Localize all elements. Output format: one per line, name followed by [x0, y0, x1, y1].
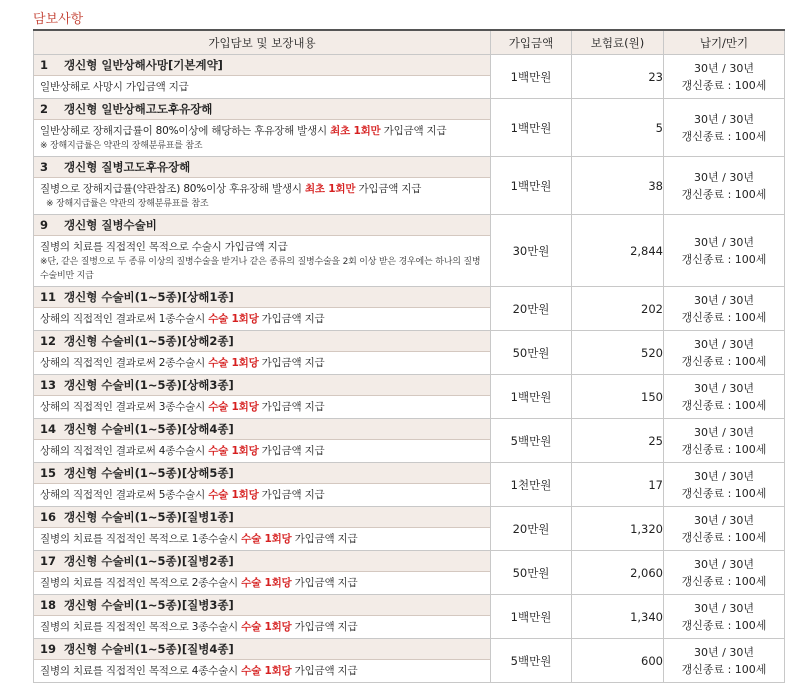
coverage-title	[34, 287, 490, 308]
coverage-desc-text: 일반상해로 사망시 가입금액 지급	[40, 81, 189, 93]
coverage-name: 갱신형 수술비(1~5종)[질병3종]	[64, 598, 234, 612]
coverage-desc-text: 상해의 직접적인 결과로써 2종수술시	[40, 357, 209, 369]
premium-cell: 2,060	[572, 551, 664, 595]
coverage-cell	[34, 55, 491, 99]
coverage-title	[34, 157, 490, 178]
coverage-table	[33, 29, 785, 683]
period-term: 30년 / 30년	[694, 170, 754, 184]
coverage-desc-text: 질병의 치료를 직접적인 목적으로 2종수술시	[40, 577, 242, 589]
amount-cell: 5백만원	[491, 419, 572, 463]
period-term: 30년 / 30년	[694, 112, 754, 126]
table-row	[34, 55, 785, 99]
period-term: 30년 / 30년	[694, 235, 754, 249]
coverage-description	[34, 76, 490, 98]
premium-cell: 202	[572, 287, 664, 331]
period-term: 30년 / 30년	[694, 425, 754, 439]
renewal-end: 갱신종료 : 100세	[681, 78, 767, 92]
coverage-name: 갱신형 일반상해사망[기본계약]	[64, 58, 223, 72]
coverage-number: 12	[40, 334, 57, 348]
coverage-description	[34, 572, 490, 594]
table-row	[34, 507, 785, 551]
coverage-name: 갱신형 수술비(1~5종)[상해1종]	[64, 290, 234, 304]
period-term: 30년 / 30년	[694, 61, 754, 75]
coverage-desc-text: 가입금액 지급	[258, 489, 325, 501]
period-cell	[664, 595, 785, 639]
coverage-number: 11	[40, 290, 57, 304]
table-row	[34, 639, 785, 683]
coverage-name: 갱신형 수술비(1~5종)[상해4종]	[64, 422, 234, 436]
coverage-desc-text: 질병의 치료를 직접적인 목적으로 수술시 가입금액 지급	[40, 241, 288, 253]
coverage-description	[34, 440, 490, 462]
coverage-description	[34, 120, 490, 156]
period-term: 30년 / 30년	[694, 337, 754, 351]
coverage-number: 3	[40, 160, 49, 174]
table-row	[34, 331, 785, 375]
coverage-title	[34, 595, 490, 616]
period-term: 30년 / 30년	[694, 469, 754, 483]
period-cell	[664, 507, 785, 551]
premium-cell: 520	[572, 331, 664, 375]
table-header-row	[34, 30, 785, 55]
coverage-title	[34, 419, 490, 440]
coverage-cell	[34, 99, 491, 157]
coverage-cell	[34, 551, 491, 595]
coverage-name: 갱신형 수술비(1~5종)[질병2종]	[64, 554, 234, 568]
coverage-number: 18	[40, 598, 57, 612]
table-row	[34, 99, 785, 157]
period-cell	[664, 287, 785, 331]
coverage-number: 2	[40, 102, 49, 116]
coverage-description	[34, 484, 490, 506]
period-term: 30년 / 30년	[694, 601, 754, 615]
period-term: 30년 / 30년	[694, 293, 754, 307]
coverage-cell	[34, 595, 491, 639]
amount-cell: 1백만원	[491, 55, 572, 99]
premium-cell: 1,320	[572, 507, 664, 551]
coverage-cell	[34, 331, 491, 375]
column-header-amount: 가입금액	[491, 30, 572, 55]
table-row	[34, 419, 785, 463]
coverage-name: 갱신형 수술비(1~5종)[상해2종]	[64, 334, 234, 348]
coverage-desc-text: 질병의 치료를 직접적인 목적으로 4종수술시	[40, 665, 242, 677]
coverage-number: 17	[40, 554, 57, 568]
amount-cell: 1천만원	[491, 463, 572, 507]
highlight-text: 수술 1회당	[208, 445, 259, 457]
coverage-desc-text: 가입금액 지급	[291, 533, 358, 545]
coverage-desc-text: 가입금액 지급	[258, 401, 325, 413]
coverage-desc-text: 가입금액 지급	[380, 125, 447, 137]
coverage-desc-text: 가입금액 지급	[258, 313, 325, 325]
period-cell	[664, 419, 785, 463]
coverage-desc-text: 가입금액 지급	[355, 183, 422, 195]
period-term: 30년 / 30년	[694, 381, 754, 395]
amount-cell: 50만원	[491, 331, 572, 375]
coverage-cell	[34, 215, 491, 287]
coverage-name: 갱신형 일반상해고도후유장해	[64, 102, 213, 116]
period-cell	[664, 375, 785, 419]
amount-cell: 1백만원	[491, 99, 572, 157]
table-row	[34, 375, 785, 419]
period-cell	[664, 55, 785, 99]
period-cell	[664, 331, 785, 375]
table-row	[34, 595, 785, 639]
coverage-number: 13	[40, 378, 57, 392]
coverage-cell	[34, 287, 491, 331]
coverage-number: 9	[40, 218, 49, 232]
period-cell	[664, 157, 785, 215]
coverage-title	[34, 639, 490, 660]
column-header-premium: 보험료(원)	[572, 30, 664, 55]
premium-cell: 25	[572, 419, 664, 463]
coverage-number: 19	[40, 642, 57, 656]
highlight-text: 수술 1회당	[208, 401, 259, 413]
coverage-desc-text: 가입금액 지급	[291, 665, 358, 677]
amount-cell: 1백만원	[491, 157, 572, 215]
coverage-description	[34, 616, 490, 638]
premium-cell: 2,844	[572, 215, 664, 287]
coverage-description	[34, 236, 490, 286]
coverage-cell	[34, 157, 491, 215]
premium-cell: 1,340	[572, 595, 664, 639]
coverage-description	[34, 352, 490, 374]
renewal-end: 갱신종료 : 100세	[681, 530, 767, 544]
coverage-title	[34, 551, 490, 572]
amount-cell: 5백만원	[491, 639, 572, 683]
highlight-text: 수술 1회당	[241, 533, 292, 545]
coverage-title	[34, 375, 490, 396]
coverage-number: 14	[40, 422, 57, 436]
coverage-desc-text: 상해의 직접적인 결과로써 1종수술시	[40, 313, 209, 325]
coverage-cell	[34, 463, 491, 507]
highlight-text: 수술 1회당	[208, 489, 259, 501]
amount-cell: 20만원	[491, 287, 572, 331]
renewal-end: 갱신종료 : 100세	[681, 252, 767, 266]
highlight-text: 최초 1회만	[330, 125, 381, 137]
coverage-desc-text: 상해의 직접적인 결과로써 4종수술시	[40, 445, 209, 457]
coverage-cell	[34, 639, 491, 683]
period-term: 30년 / 30년	[694, 557, 754, 571]
coverage-title	[34, 215, 490, 236]
coverage-desc-text: 가입금액 지급	[258, 357, 325, 369]
table-row	[34, 287, 785, 331]
coverage-number: 1	[40, 58, 49, 72]
coverage-name: 갱신형 수술비(1~5종)[상해5종]	[64, 466, 234, 480]
amount-cell: 1백만원	[491, 375, 572, 419]
coverage-description	[34, 308, 490, 330]
coverage-note: ※ 장해지급률은 약관의 장해분류표를 참조	[46, 199, 209, 209]
coverage-name: 갱신형 수술비(1~5종)[질병1종]	[64, 510, 234, 524]
coverage-desc-text: 질병의 치료를 직접적인 목적으로 3종수술시	[40, 621, 242, 633]
amount-cell: 1백만원	[491, 595, 572, 639]
highlight-text: 수술 1회당	[241, 577, 292, 589]
period-cell	[664, 463, 785, 507]
renewal-end: 갱신종료 : 100세	[681, 574, 767, 588]
highlight-text: 수술 1회당	[241, 665, 292, 677]
coverage-note: ※단, 같은 질병으로 두 종류 이상의 질병수술을 받거나 같은 종류의 질병수술을 2회 이상 받은 경우에는 하나의 질병수술비만 지급	[40, 257, 481, 281]
premium-cell: 23	[572, 55, 664, 99]
column-header-period: 납기/만기	[664, 30, 785, 55]
coverage-title	[34, 99, 490, 120]
highlight-text: 수술 1회당	[241, 621, 292, 633]
period-cell	[664, 215, 785, 287]
renewal-end: 갱신종료 : 100세	[681, 442, 767, 456]
coverage-desc-text: 질병의 치료를 직접적인 목적으로 1종수술시	[40, 533, 242, 545]
coverage-cell	[34, 375, 491, 419]
renewal-end: 갱신종료 : 100세	[681, 354, 767, 368]
coverage-description	[34, 178, 490, 214]
coverage-note: ※ 장해지급률은 약관의 장해분류표를 참조	[40, 141, 203, 151]
column-header-coverage: 가입담보 및 보장내용	[34, 30, 491, 55]
coverage-desc-text: 상해의 직접적인 결과로써 3종수술시	[40, 401, 209, 413]
coverage-name: 갱신형 질병수술비	[64, 218, 157, 232]
coverage-cell	[34, 419, 491, 463]
coverage-description	[34, 660, 490, 682]
period-cell	[664, 99, 785, 157]
coverage-desc-text: 상해의 직접적인 결과로써 5종수술시	[40, 489, 209, 501]
renewal-end: 갱신종료 : 100세	[681, 618, 767, 632]
coverage-number: 16	[40, 510, 57, 524]
highlight-text: 수술 1회당	[208, 357, 259, 369]
coverage-title	[34, 463, 490, 484]
coverage-title	[34, 331, 490, 352]
premium-cell: 17	[572, 463, 664, 507]
renewal-end: 갱신종료 : 100세	[681, 398, 767, 412]
coverage-desc-text: 가입금액 지급	[258, 445, 325, 457]
renewal-end: 갱신종료 : 100세	[681, 187, 767, 201]
renewal-end: 갱신종료 : 100세	[681, 486, 767, 500]
coverage-desc-text: 가입금액 지급	[291, 577, 358, 589]
period-term: 30년 / 30년	[694, 645, 754, 659]
coverage-desc-text: 가입금액 지급	[291, 621, 358, 633]
coverage-name: 갱신형 수술비(1~5종)[질병4종]	[64, 642, 234, 656]
table-row	[34, 157, 785, 215]
renewal-end: 갱신종료 : 100세	[681, 662, 767, 676]
table-row	[34, 463, 785, 507]
coverage-name: 갱신형 질병고도후유장해	[64, 160, 191, 174]
coverage-description	[34, 396, 490, 418]
coverage-description	[34, 528, 490, 550]
amount-cell: 20만원	[491, 507, 572, 551]
coverage-desc-text: 질병으로 장해지급률(약관참조) 80%이상 후유장해 발생시	[40, 183, 305, 195]
premium-cell: 38	[572, 157, 664, 215]
amount-cell: 50만원	[491, 551, 572, 595]
premium-cell: 600	[572, 639, 664, 683]
highlight-text: 최초 1회만	[304, 183, 356, 195]
coverage-title	[34, 507, 490, 528]
coverage-cell	[34, 507, 491, 551]
renewal-end: 갱신종료 : 100세	[681, 129, 767, 143]
amount-cell: 30만원	[491, 215, 572, 287]
table-row	[34, 551, 785, 595]
section-title: 담보사항	[33, 12, 84, 27]
coverage-desc-text: 일반상해로 장해지급률이 80%이상에 해당하는 후유장해 발생시	[40, 125, 331, 137]
table-row	[34, 215, 785, 287]
renewal-end: 갱신종료 : 100세	[681, 310, 767, 324]
period-cell	[664, 639, 785, 683]
period-cell	[664, 551, 785, 595]
coverage-title	[34, 55, 490, 76]
premium-cell: 5	[572, 99, 664, 157]
highlight-text: 수술 1회당	[208, 313, 259, 325]
coverage-number: 15	[40, 466, 57, 480]
premium-cell: 150	[572, 375, 664, 419]
period-term: 30년 / 30년	[694, 513, 754, 527]
coverage-name: 갱신형 수술비(1~5종)[상해3종]	[64, 378, 234, 392]
